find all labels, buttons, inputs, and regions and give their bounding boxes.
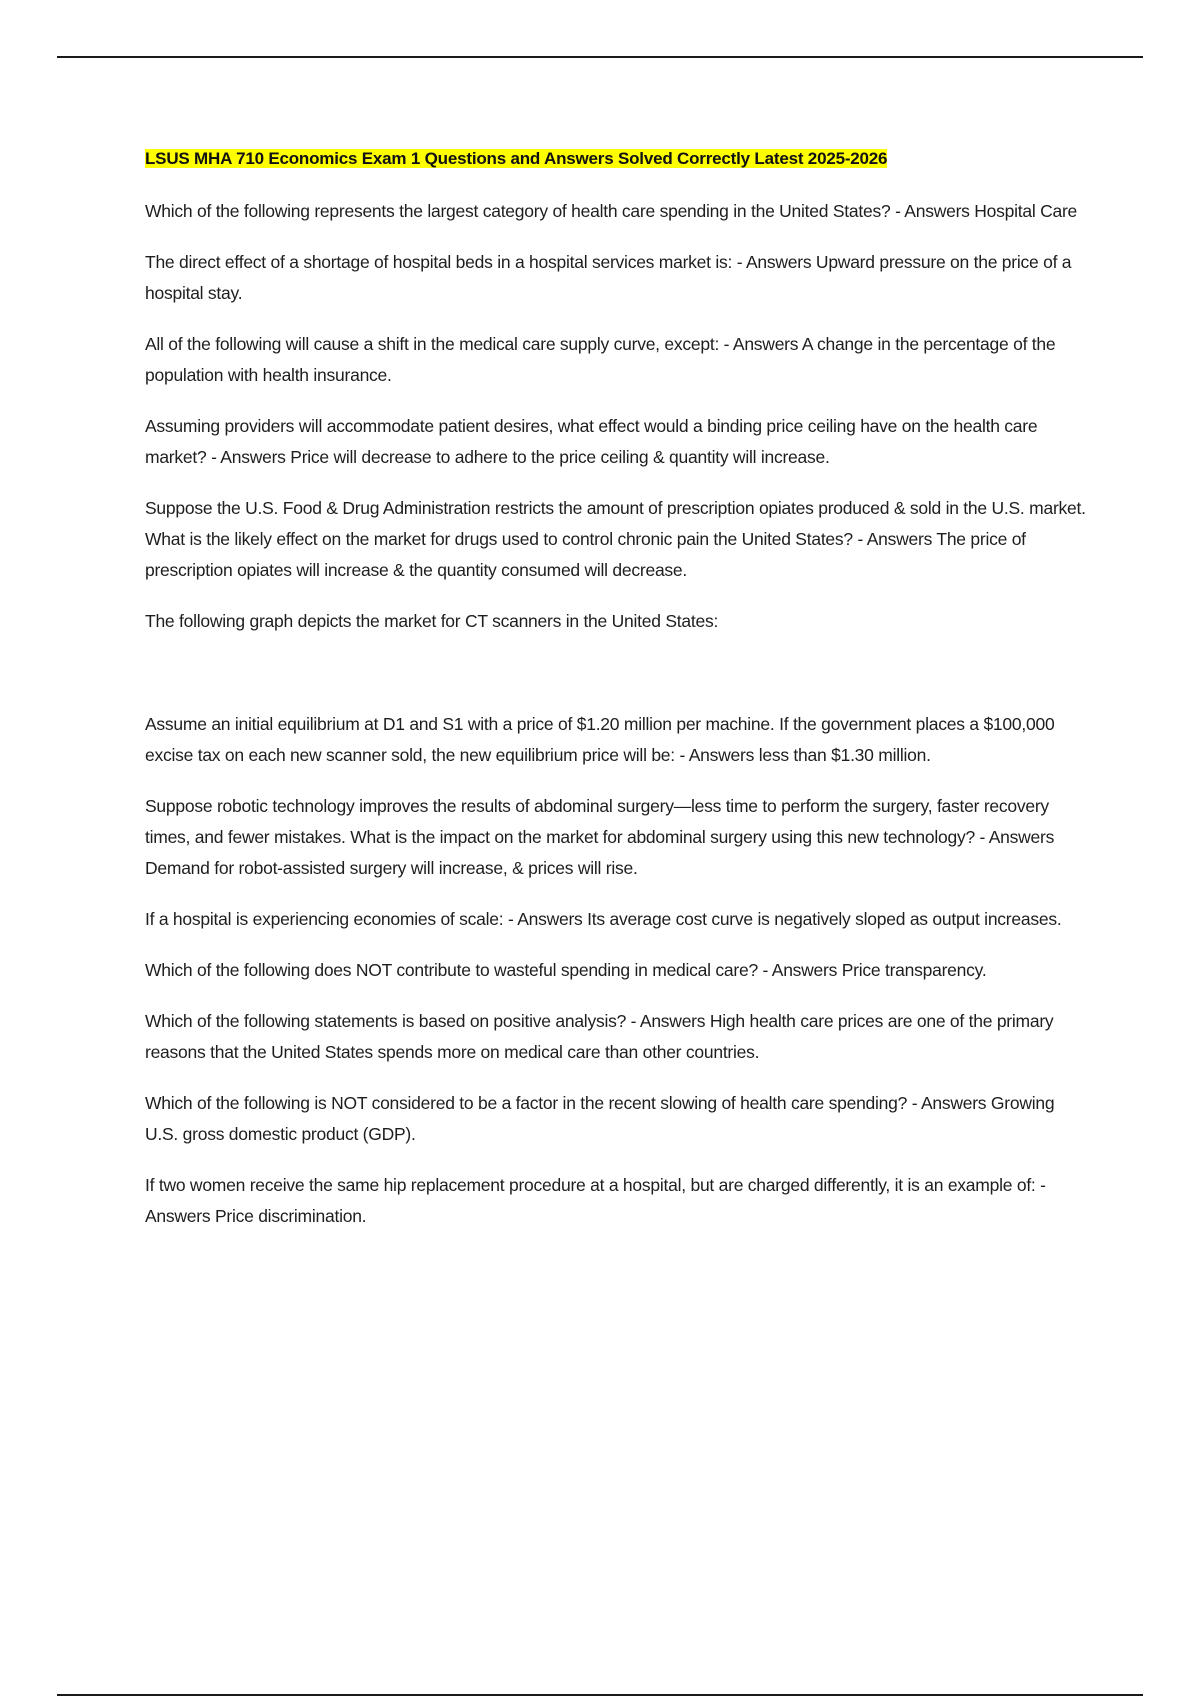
header-rule xyxy=(57,56,1143,58)
qa-item-9: Which of the following does NOT contribute to wasteful spending in medical care? - Answers Price transparency. xyxy=(145,960,987,980)
missing-graph-space xyxy=(145,657,1090,709)
qa-item-10: Which of the following statements is based on positive analysis? - Answers High health care prices are one of the primary reasons that the United States spends more on medical care than other countries. xyxy=(145,1011,1054,1062)
qa-item-1: Which of the following represents the largest category of health care spending in the United States? - Answers Hospital Care xyxy=(145,201,1078,221)
title-block xyxy=(145,144,1090,174)
graph-intro: The following graph depicts the market for CT scanners in the United States: xyxy=(145,611,719,631)
document-body xyxy=(145,144,1090,1252)
qa-item-3: All of the following will cause a shift in the medical care supply curve, except: - Answers A change in the percentage of the population with health insurance. xyxy=(145,334,1056,385)
qa-item-11: Which of the following is NOT considered to be a factor in the recent slowing of health care spending? - Answers Growing U.S. gross domestic product (GDP). xyxy=(145,1093,1055,1144)
qa-item-12: If two women receive the same hip replacement procedure at a hospital, but are charged differently, it is an example of: - Answers Price discrimination. xyxy=(145,1175,1046,1226)
qa-item-7: Suppose robotic technology improves the results of abdominal surgery—less time to perform the surgery, faster recovery times, and fewer mistakes. What is the impact on the market for abdominal surgery using this new technology? - Answers Demand for robot-assisted surgery will increase, & prices will rise. xyxy=(145,796,1055,878)
qa-item-2: The direct effect of a shortage of hospital beds in a hospital services market is: - Answers Upward pressure on the price of a hospital stay. xyxy=(145,252,1072,303)
document-title: LSUS MHA 710 Economics Exam 1 Questions and Answers Solved Correctly Latest 2025-2026 xyxy=(145,149,888,168)
footer-rule xyxy=(57,1694,1143,1696)
qa-item-8: If a hospital is experiencing economies of scale: - Answers Its average cost curve is negatively sloped as output increases. xyxy=(145,909,1062,929)
qa-item-5: Suppose the U.S. Food & Drug Administration restricts the amount of prescription opiates produced & sold in the U.S. market. What is the likely effect on the market for drugs used to control chronic pain the United States? - Answers The price of prescription opiates will increase & the quantity consumed will decrease. xyxy=(145,498,1086,580)
qa-item-4: Assuming providers will accommodate patient desires, what effect would a binding price ceiling have on the health care market? - Answers Price will decrease to adhere to the price ceiling & quantity will increase. xyxy=(145,416,1038,467)
qa-item-6: Assume an initial equilibrium at D1 and S1 with a price of $1.20 million per machine. If the government places a $100,000 excise tax on each new scanner sold, the new equilibrium price will be: - Answers less than $1.30 million. xyxy=(145,714,1055,765)
